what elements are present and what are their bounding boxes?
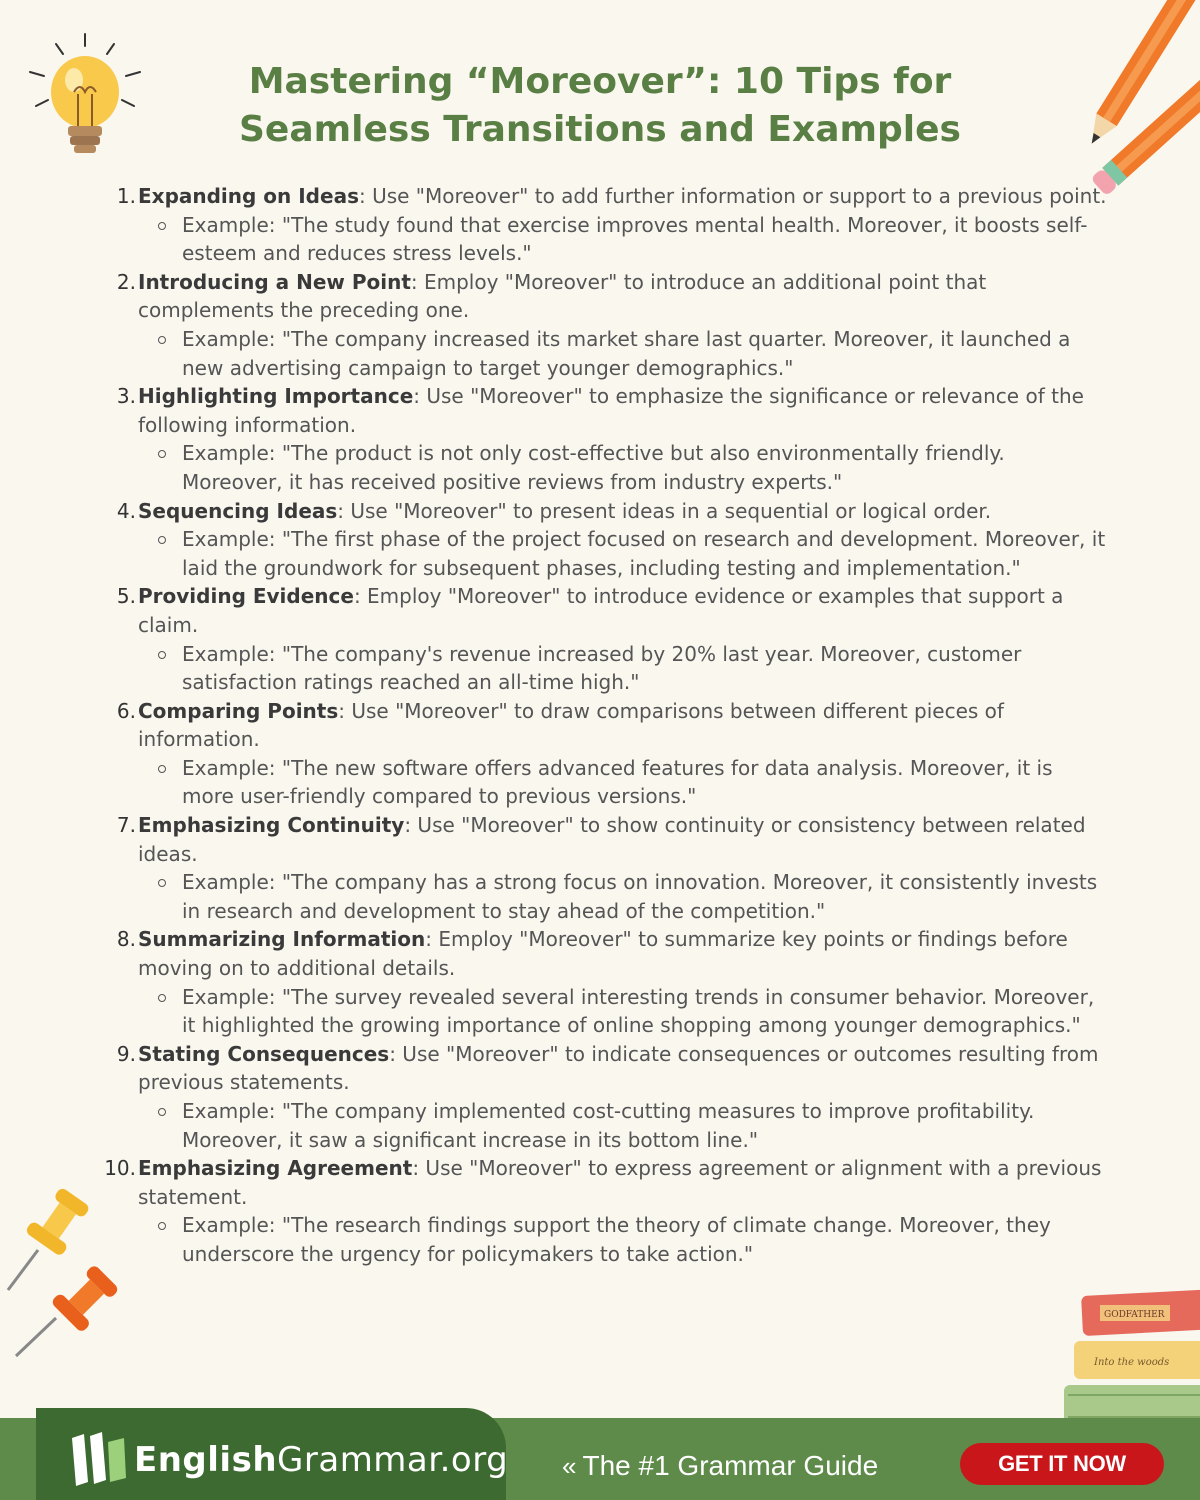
tip-item — [0, 497, 1200, 526]
tip-number: 4. — [116, 498, 136, 523]
bullet-icon — [158, 1108, 166, 1116]
tip-number: 2. — [116, 269, 136, 294]
tip-item — [0, 1154, 1200, 1211]
tip-example — [0, 754, 1200, 811]
tip-example — [0, 1211, 1200, 1268]
example-text: Example: "The company's revenue increased by 20% last year. Moreover, customer satisfaction ratings reached an all-time high." — [182, 641, 1022, 695]
book-spine-label: Into the woods — [1094, 1357, 1170, 1368]
tip-heading: Expanding on Ideas — [138, 184, 359, 208]
light-bulb-icon — [22, 30, 142, 160]
tagline — [562, 1448, 878, 1484]
example-text: Example: "The new software offers advanced features for data analysis. Moreover, it is more user-friendly compared to previous versions." — [182, 755, 1053, 809]
tip-example — [0, 983, 1200, 1040]
example-text: Example: "The product is not only cost-effective but also environmentally friendly. Moreover, it has received positive reviews from industry experts." — [182, 441, 1005, 494]
bullet-icon — [158, 336, 166, 344]
tip-heading: Highlighting Importance — [138, 384, 414, 409]
tip-example — [0, 211, 1200, 268]
site-logo[interactable] — [134, 1440, 508, 1480]
tip-number: 6. — [116, 698, 136, 723]
get-it-now-button[interactable]: GET IT NOW — [960, 1443, 1164, 1485]
book-spine-label: GODFATHER — [1104, 1310, 1165, 1320]
tip-description: : Use "Moreover" to draw comparisons between different pieces of information. — [138, 698, 1004, 752]
tip-item — [0, 268, 1200, 325]
tip-item — [0, 1040, 1200, 1097]
tip-example — [0, 325, 1200, 382]
tip-heading: Comparing Points — [138, 698, 339, 723]
tip-number: 1. — [116, 184, 136, 208]
tip-description: : Use "Moreover" to indicate consequences or outcomes resulting from previous statements. — [138, 1041, 1099, 1095]
tip-heading: Providing Evidence — [138, 584, 354, 609]
tip-item — [0, 925, 1200, 982]
bullet-icon — [158, 651, 166, 659]
bullet-icon — [158, 450, 166, 458]
tip-heading: Introducing a New Point — [138, 269, 411, 294]
tip-heading: Emphasizing Continuity — [138, 813, 405, 838]
tip-description: : Use "Moreover" to show continuity or consistency between related ideas. — [138, 813, 1086, 866]
tip-item — [0, 182, 1200, 211]
tip-item — [0, 382, 1200, 439]
tip-number: 9. — [116, 1041, 136, 1066]
tip-description: : Use "Moreover" to present ideas in a sequential or logical order. — [337, 498, 992, 523]
tip-example — [0, 439, 1200, 496]
example-text: Example: "The company implemented cost-cutting measures to improve profitability. Moreover, it saw a significant increase in its bottom line." — [182, 1099, 1035, 1152]
example-text: Example: "The company has a strong focus on innovation. Moreover, it consistently invests in research and development to stay ahead of the competition." — [182, 870, 1098, 923]
push-pins-icon — [0, 1180, 140, 1360]
bullet-icon — [158, 536, 166, 544]
tip-description: : Use "Moreover" to emphasize the significance or relevance of the following information. — [138, 384, 1084, 437]
page-title: Mastering “Moreover”: 10 Tips for Seamless Transitions and Examples — [238, 61, 961, 150]
bullet-icon — [158, 994, 166, 1002]
tip-heading: Stating Consequences — [138, 1041, 390, 1066]
tips-list — [0, 182, 1200, 1269]
tip-number: 7. — [116, 813, 136, 838]
tip-number: 8. — [116, 927, 136, 952]
tip-example — [0, 1097, 1200, 1154]
bullet-icon — [158, 222, 166, 230]
bullet-icon — [158, 765, 166, 773]
tip-number: 5. — [116, 584, 136, 609]
example-text: Example: "The first phase of the project focused on research and development. Moreover, it laid the groundwork for subsequent phases, including testing and implementation." — [182, 527, 1106, 580]
example-text: Example: "The company increased its market share last quarter. Moreover, it launched a new advertising campaign to target younger demographics." — [182, 326, 1071, 380]
tip-description: : Use "Moreover" to add further information or support to a previous point. — [358, 184, 1107, 208]
tip-item — [0, 697, 1200, 754]
tip-example — [0, 640, 1200, 697]
tip-description: : Employ "Moreover" to introduce an additional point that complements the preceding one. — [138, 269, 987, 323]
example-text: Example: "The survey revealed several interesting trends in consumer behavior. Moreover, it highlighted the growing importance of online shopping among younger demographics." — [182, 984, 1095, 1038]
bullet-icon — [158, 879, 166, 887]
logo-icon — [66, 1428, 130, 1490]
bullet-icon — [158, 1222, 166, 1230]
tip-heading: Summarizing Information — [138, 927, 426, 952]
tip-description: : Use "Moreover" to express agreement or alignment with a previous statement. — [138, 1156, 1102, 1209]
example-text: Example: "The research findings support the theory of climate change. Moreover, they underscore the urgency for policymakers to take action." — [182, 1213, 1051, 1266]
logo-text-light: Grammar.org — [277, 1440, 509, 1480]
tip-heading: Sequencing Ideas — [138, 498, 338, 523]
tip-example — [0, 525, 1200, 582]
example-text: Example: "The study found that exercise improves mental health. Moreover, it boosts self-esteem and reduces stress levels." — [182, 212, 1088, 266]
double-chevron-left-icon: « — [562, 1451, 577, 1481]
logo-text-bold: English — [134, 1440, 278, 1480]
tip-heading: Emphasizing Agreement — [138, 1156, 413, 1181]
tip-number: 10. — [104, 1156, 136, 1181]
books-icon — [1060, 1285, 1200, 1435]
tip-item — [0, 582, 1200, 639]
tagline-text: The #1 Grammar Guide — [582, 1450, 879, 1481]
tip-description: : Employ "Moreover" to summarize key points or findings before moving on to additional details. — [138, 927, 1068, 981]
tip-item — [0, 811, 1200, 868]
tip-example — [0, 868, 1200, 925]
tip-number: 3. — [116, 384, 136, 409]
tip-description: : Employ "Moreover" to introduce evidence or examples that support a claim. — [138, 584, 1064, 637]
